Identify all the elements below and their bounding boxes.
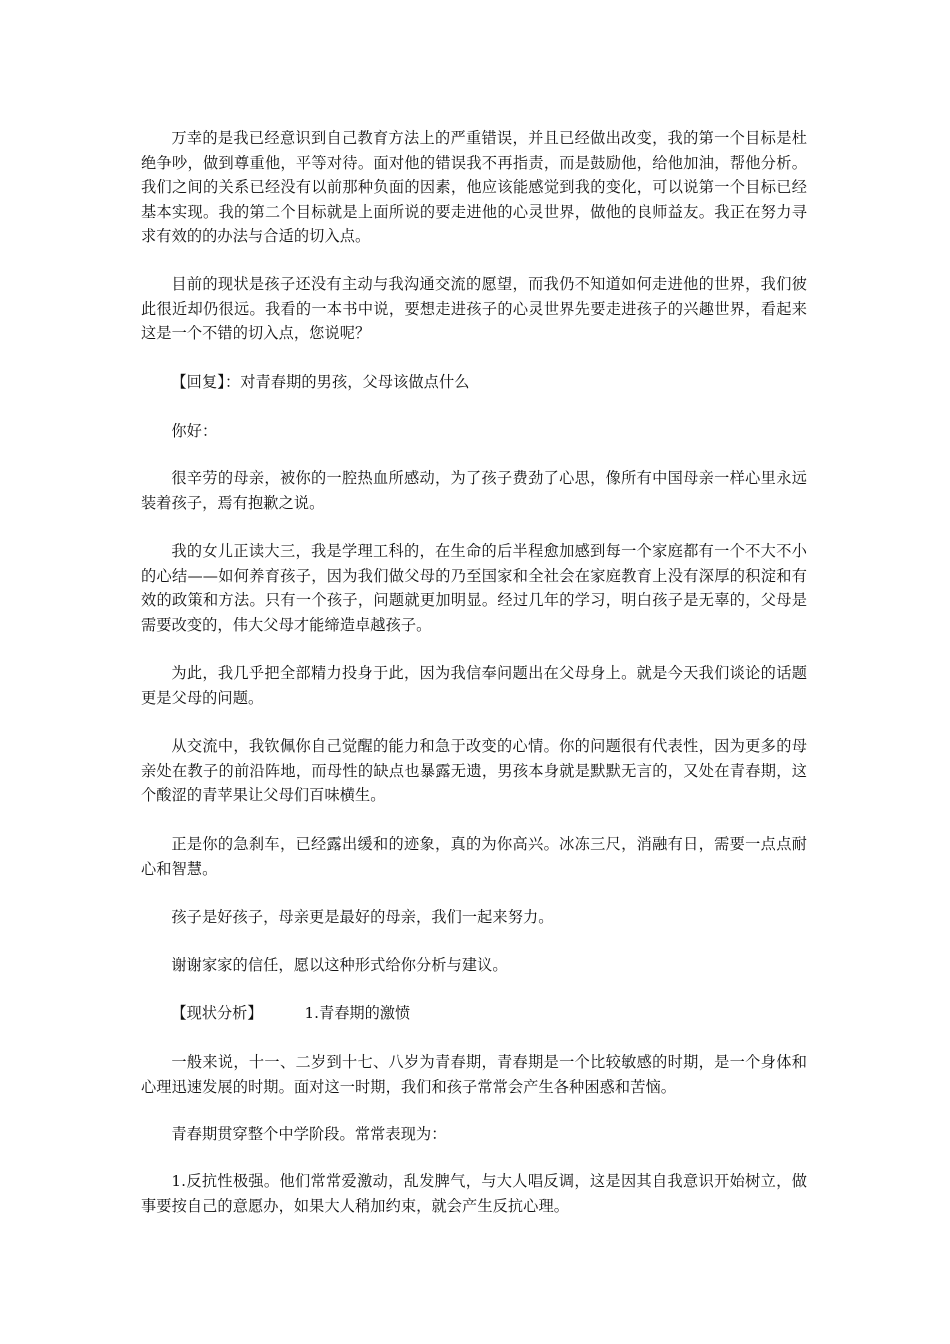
- paragraph: 为此，我几乎把全部精力投身于此，因为我信奉问题出在父母身上。就是今天我们谈论的话题更是父母的问题。: [141, 664, 807, 707]
- paragraph: 一般来说，十一、二岁到十七、八岁为青春期，青春期是一个比较敏感的时期，是一个身体和心理迅速发展的时期。面对这一时期，我们和孩子常常会产生各种困惑和苦恼。: [141, 1053, 807, 1096]
- paragraph: 孩子是好孩子，母亲更是最好的母亲，我们一起来努力。: [171, 908, 554, 926]
- paragraph: 1.反抗性极强。他们常常爱激动，乱发脾气，与大人唱反调，这是因其自我意识开始树立，做事要按自己的意愿办，如果大人稍加约束，就会产生反抗心理。: [141, 1172, 807, 1215]
- paragraph: 我的女儿正读大三，我是学理工科的，在生命的后半程愈加感到每一个家庭都有一个不大不小的心结——如何养育孩子，因为我们做父母的乃至国家和全社会在家庭教育上没有深厚的积淀和有效的政策和方法。只有一个孩子，问题就更加明显。经过几年的学习，明白孩子是无辜的，父母是需要改变的，伟大父母才能缔造卓越孩子。: [141, 542, 807, 634]
- paragraph: 青春期贯穿整个中学阶段。常常表现为：: [171, 1125, 447, 1143]
- paragraph: 很辛劳的母亲，被你的一腔热血所感动，为了孩子费劲了心思，像所有中国母亲一样心里永远装着孩子，焉有抱歉之说。: [141, 469, 807, 512]
- paragraph: 谢谢家家的信任，愿以这种形式给你分析与建议。: [171, 956, 508, 974]
- paragraph: 万幸的是我已经意识到自己教育方法上的严重错误，并且已经做出改变，我的第一个目标是杜绝争吵，做到尊重他，平等对待。面对他的错误我不再指责，而是鼓励他，给他加油，帮他分析。我们之间的关系已经没有以前那种负面的因素，他应该能感觉到我的变化，可以说第一个目标已经基本实现。我的第二个目标就是上面所说的要走进他的心灵世界，做他的良师益友。我正在努力寻求有效的的办法与合适的切入点。: [141, 129, 807, 245]
- paragraph: 从交流中，我钦佩你自己觉醒的能力和急于改变的心情。你的问题很有代表性，因为更多的母亲处在教子的前沿阵地，而母性的缺点也暴露无遗，男孩本身就是默默无言的，又处在青春期，这个酸涩的青苹果让父母们百味横生。: [141, 737, 807, 804]
- reply-heading: 【回复】：对青春期的男孩，父母该做点什么: [171, 373, 470, 391]
- paragraph: 目前的现状是孩子还没有主动与我沟通交流的愿望，而我仍不知道如何走进他的世界，我们彼此很近却仍很远。我看的一本书中说，要想走进孩子的心灵世界先要走进孩子的兴趣世界，看起来这是一个不错的切入点，您说呢？: [141, 275, 807, 342]
- section-heading: [141, 1001, 807, 1026]
- greeting: 你好：: [171, 422, 218, 440]
- section-title: 1.青春期的激愤: [304, 1004, 411, 1022]
- section-label: 【现状分析】: [171, 1004, 263, 1022]
- paragraph: 正是你的急刹车，已经露出缓和的迹象，真的为你高兴。冰冻三尺，消融有日，需要一点点耐心和智慧。: [141, 835, 807, 878]
